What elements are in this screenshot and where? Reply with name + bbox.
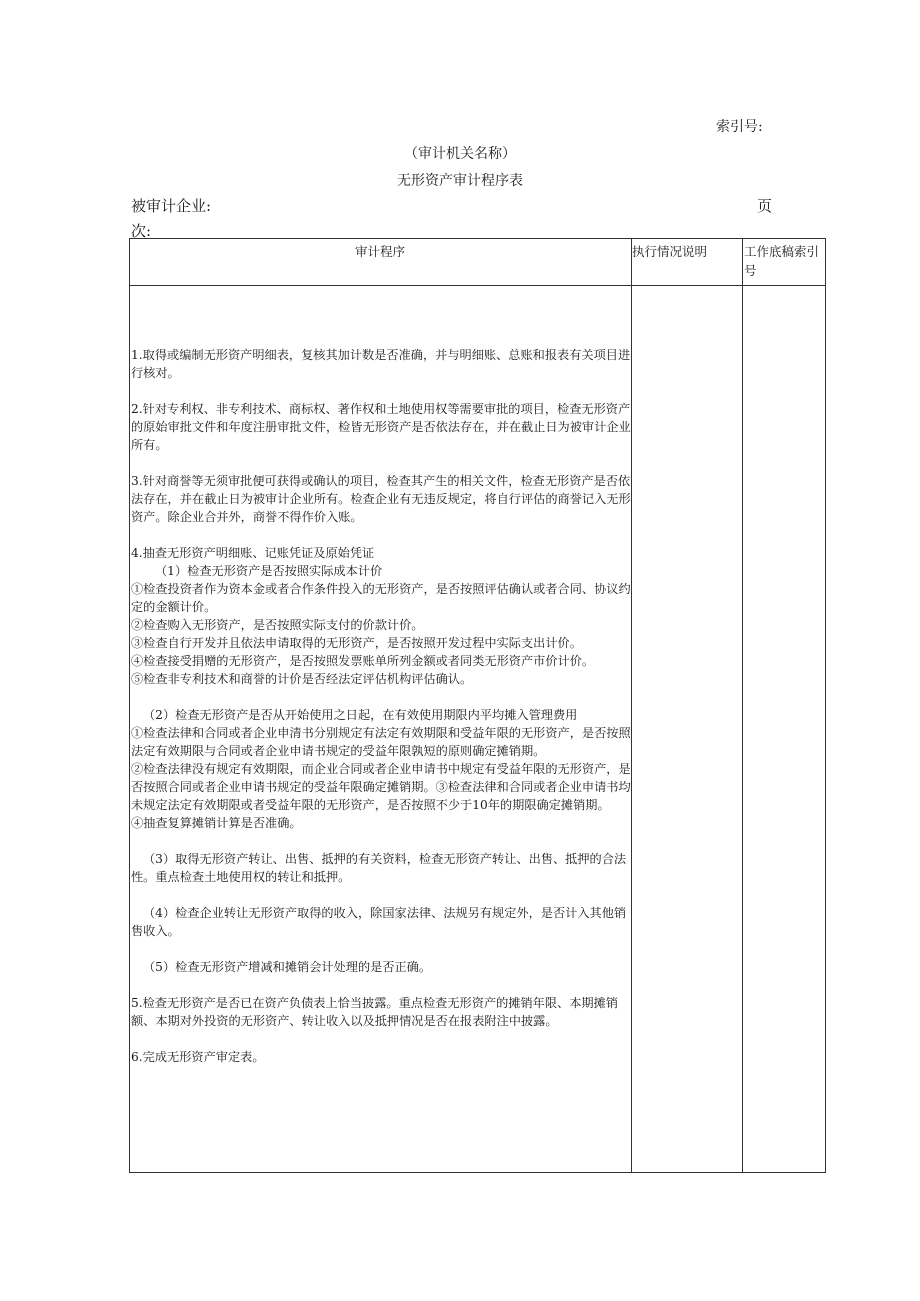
procedure-item-1: 1.取得或编制无形资产明细表，复核其加计数是否准确，并与明细账、总账和报表有关项目进行核对。 [131, 348, 631, 380]
audit-org-name: （审计机关名称） [404, 146, 516, 162]
column-header-procedure: 审计程序 [354, 244, 405, 259]
header-divider [130, 285, 825, 286]
procedure-item-4-1e: ⑤检查非专利技术和商誉的计价是否经法定评估机构评估确认。 [131, 672, 473, 686]
procedure-item-4-2: （2）检查无形资产是否从开始使用之日起，在有效使用期限内平均摊入管理费用 [143, 708, 578, 722]
procedure-item-4: 4.抽查无形资产明细账、记账凭证及原始凭证 [131, 546, 375, 560]
procedure-item-5: 5.检查无形资产是否已在资产负债表上恰当披露。重点检查无形资产的摊销年限、本期摊销额、本期对外投资的无形资产、转让收入以及抵押情况是否在报表附注中披露。 [131, 996, 618, 1028]
procedure-item-3: 3.针对商誉等无须审批便可获得或确认的项目，检查其产生的相关文件，检查无形资产是否依法存在，并在截止日为被审计企业所有。检查企业有无违反规定，将自行评估的商誉记入无形资产。除企业合并外，商誉不得作价入账。 [131, 474, 631, 524]
procedure-item-4-1d: ④检查接受捐赠的无形资产，是否按照发票账单所列金额或者同类无形资产市价计价。 [131, 654, 595, 668]
procedure-item-4-3: （3）取得无形资产转让、出售、抵押的有关资料，检查无形资产转让、出售、抵押的合法性。重点检查土地使用权的转让和抵押。 [131, 852, 627, 884]
procedure-item-4-4: （4）检查企业转让无形资产取得的收入，除国家法律、法规另有规定外，是否计入其他销售收入。 [131, 906, 627, 938]
column-divider [631, 239, 632, 1172]
procedure-item-4-1b: ②检查购入无形资产，是否按照实际支付的价款计价。 [131, 618, 424, 632]
procedure-item-6: 6.完成无形资产审定表。 [131, 1050, 265, 1064]
index-number-label: 索引号: [716, 119, 763, 135]
page-count-label: 次: [131, 222, 152, 240]
procedure-item-4-2c: ④抽查复算摊销计算是否准确。 [131, 816, 302, 830]
column-divider [742, 239, 743, 1172]
procedure-item-2: 2.针对专利权、非专利技术、商标权、著作权和土地使用权等需要审批的项目，检查无形资产的原始审批文件和年度注册审批文件，检皆无形资产是否依法存在，并在截止日为被审计企业所有。 [131, 402, 631, 452]
procedure-item-4-2a: ①检查法律和合同或者企业申清书分别规定有法定有效期限和受益年限的无形资产，是否按照法定有效期限与合同或者企业申请书规定的受益年限孰短的原则确定摊销期。 [131, 726, 631, 758]
procedure-item-4-1c: ③检查自行开发并且依法申请取得的无形资产，是否按照开发过程中实际支出计价。 [131, 636, 582, 650]
procedure-item-4-1: （1）检查无形资产是否按照实际成本计价 [155, 564, 383, 578]
page-label: 页 [757, 197, 773, 215]
procedure-item-4-5: （5）检查无形资产增减和摊销会计处理的是否正确。 [143, 960, 432, 974]
procedure-content [131, 346, 631, 1066]
procedure-item-4-1a: ①检查投资者作为资本金或者合作条件投入的无形资产，是否按照评估确认或者合同、协议约定的金额计价。 [131, 582, 631, 614]
audited-company-label: 被审计企业: [131, 197, 212, 215]
column-header-execution: 执行情况说明 [632, 244, 708, 259]
form-title: 无形资产审计程序表 [397, 173, 523, 189]
column-header-reference: 工作底稿索引号 [744, 244, 820, 278]
procedure-item-4-2b: ②检查法律没有规定有效期限，而企业合同或者企业申请书中规定有受益年限的无形资产，是否按照合同或者企业申请书规定的受益年限确定摊销期。③检查法律和合同或者企业申请书均未规定法定有效期限或者受益年限的无形资产，是否按照不少于10年的期限确定摊销期。 [131, 762, 631, 812]
